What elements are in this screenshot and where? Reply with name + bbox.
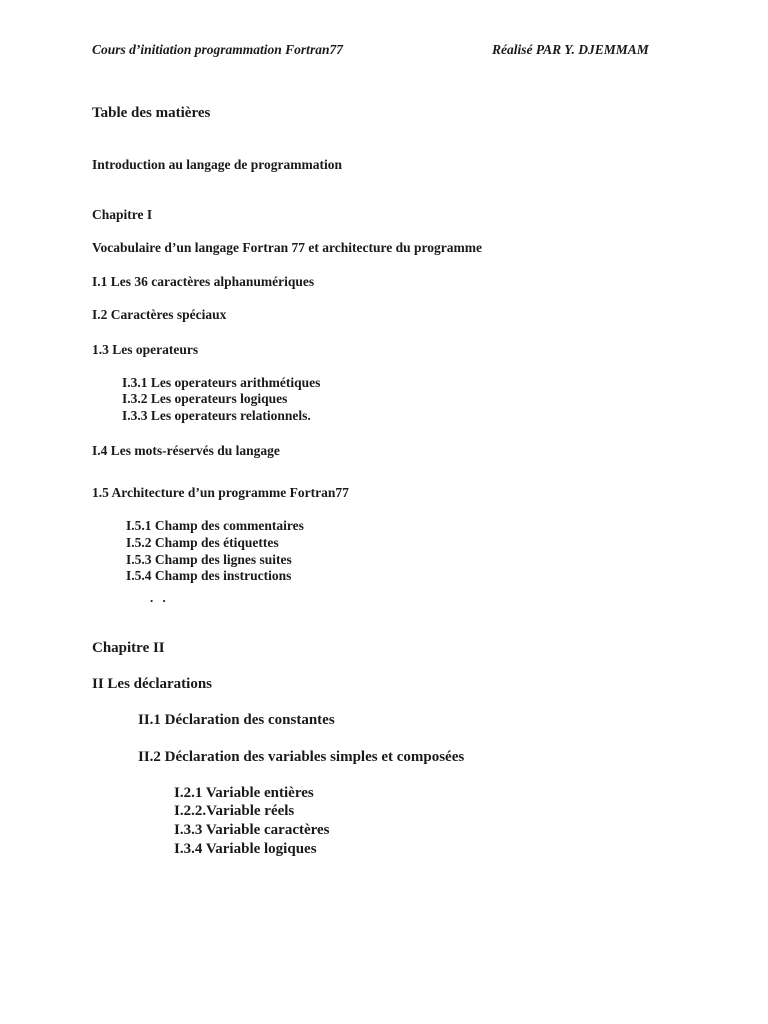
- toc-entry-2-2-4: I.3.4 Variable logiques: [174, 841, 317, 857]
- header-author: Réalisé PAR Y. DJEMMAM: [492, 42, 649, 57]
- toc-entry-2-2-2: I.2.2.Variable réels: [174, 803, 295, 819]
- toc-title: Table des matières: [92, 105, 211, 121]
- chapter1-label: Chapitre I: [92, 207, 153, 222]
- toc-entry-2-2-3: I.3.3 Variable caractères: [174, 822, 330, 838]
- toc-entry-1-5-1: I.5.1 Champ des commentaires: [126, 518, 304, 533]
- toc-entry-1-3-1: I.3.1 Les operateurs arithmétiques: [122, 375, 321, 390]
- chapter1-title: Vocabulaire d’un langage Fortran 77 et architecture du programme: [92, 240, 482, 255]
- toc-entry-1-5: 1.5 Architecture d’un programme Fortran77: [92, 485, 349, 500]
- header-course-title: Cours d’initiation programmation Fortran77: [92, 42, 343, 57]
- toc-entry-1-3-3: I.3.3 Les operateurs relationnels.: [122, 408, 311, 423]
- toc-entry-1-5-2: I.5.2 Champ des étiquettes: [126, 535, 279, 550]
- chapter2-title: II Les déclarations: [92, 676, 212, 692]
- toc-entry-2-1: II.1 Déclaration des constantes: [138, 712, 335, 728]
- toc-entry-1-3-2: I.3.2 Les operateurs logiques: [122, 391, 288, 406]
- toc-entry-2-2-1: I.2.1 Variable entières: [174, 785, 314, 801]
- toc-entry-1-1: I.1 Les 36 caractères alphanumériques: [92, 274, 315, 289]
- chapter2-label: Chapitre II: [92, 640, 165, 656]
- toc-entry-2-2: II.2 Déclaration des variables simples et composées: [138, 749, 465, 765]
- toc-ellipsis: . .: [150, 590, 169, 605]
- toc-entry-1-5-3: I.5.3 Champ des lignes suites: [126, 552, 292, 567]
- toc-entry-1-5-4: I.5.4 Champ des instructions: [126, 568, 292, 583]
- toc-entry-1-2: I.2 Caractères spéciaux: [92, 307, 227, 322]
- toc-entry-1-4: I.4 Les mots-réservés du langage: [92, 443, 280, 458]
- toc-intro: Introduction au langage de programmation: [92, 157, 343, 172]
- toc-entry-1-3: 1.3 Les operateurs: [92, 342, 199, 357]
